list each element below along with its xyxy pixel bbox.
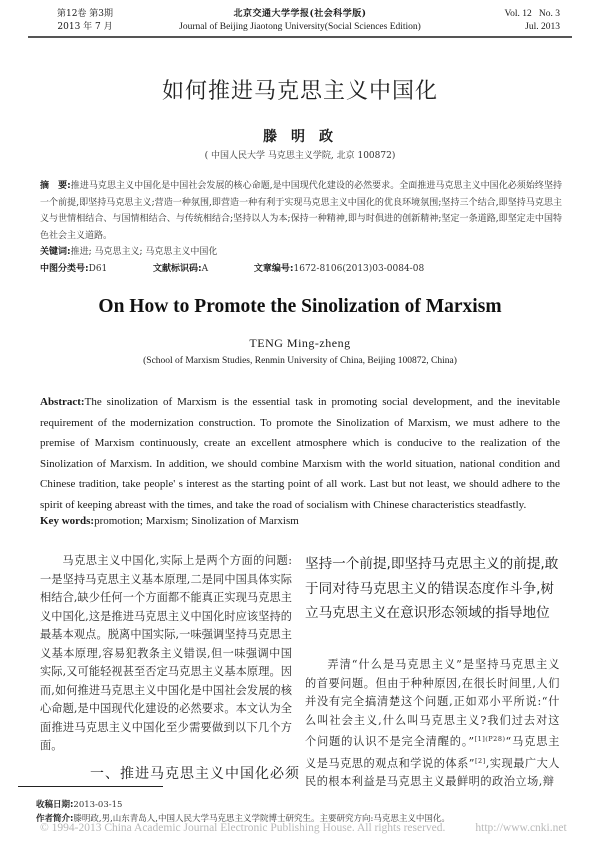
article-no-label: 文章编号: [253, 263, 294, 274]
article-no-value: 1672-8106(2013)03-0084-08 [293, 263, 425, 274]
abstract-cn-text: 推进马克思主义中国化是中国社会发展的核心命题,是中国现代化建设的必然要求。全面推进马克思主义中国化必须始终坚持一个前提,即坚持马克思主义;营造一种氛围,即营造一种有利于实现马克思主义中国化的优良环境氛围;坚持三个结合,即坚持马克思主义与世情相结合、与国情相结合、与传统相结合;坚持以人为本;保持一种精神,即与时俱进的创新精神;坚定一条道路,即坚定走中国特色社会主义道路。 [40, 181, 562, 241]
volume-issue-en: Vol. 12 No. 3 [504, 9, 560, 19]
copyright-text: © 1994-2013 China Academic Journal Electronic Publishing House. All rights reserved. [40, 822, 446, 834]
clc-value: D61 [88, 263, 108, 274]
subsection-heading: 坚持一个前提,即坚持马克思主义的前提,敢于同对待马克思主义的错误态度作斗争,树立马克思主义在意识形态领域的指导地位 [305, 556, 559, 621]
affiliation-cn: ( 中国人民大学 马克思主义学院, 北京 100872) [204, 151, 396, 161]
section-heading-1: 一、推进马克思主义中国化必须 [90, 766, 300, 782]
abstract-cn-label: 摘 要: [40, 181, 71, 191]
keywords-en-text: promotion; Marxism; Sinolization of Marxism [94, 515, 299, 527]
journal-name-cn: 北京交通大学学报(社会科学版) [233, 9, 367, 19]
paragraph-text: 弄清“什么是马克思主义”是坚持马克思主义的首要问题。但由于种种原因,在很长时间里,人们并没有完全搞清楚这个问题,正如邓小平所说:“什么叫社会主义,什么叫马克思主义?我们过去对这个问题的认识不是完全清醒的。” [305, 658, 560, 748]
footnote-divider [18, 786, 163, 787]
abstract-en [40, 392, 560, 515]
clc-label: 中图分类号: [40, 263, 89, 274]
abstract-en-text: The sinolization of Marxism is the essential task in promoting social development, and the inevitable requirement of the modernization construction. To promote the Sinolization of Marxism, we must adhere to the premise of Marxism continuously, create an excellent atmosphere which is conducive to the realization of the Sinolization of Marxism. In addition, we should combine Marxism with the world situation, national condition and Chinese tradition, take people' s interest as the starting point of all work. Last but not least, we should adhere to the spirit of keeping abreast with the times, and take the road of socialism with Chinese characteristics steadfastly. [40, 396, 560, 511]
keywords-cn-label: 关键词: [40, 247, 71, 257]
received-label: 收稿日期: [36, 800, 74, 810]
body-right-column [305, 656, 560, 792]
classification-line [40, 261, 562, 278]
citation-ref-2: [2] [475, 756, 486, 765]
article-title-en: On How to Promote the Sinolization of Marxism [98, 296, 502, 317]
author-name-en: TENG Ming-zheng [249, 336, 351, 350]
keywords-cn-text: 推进; 马克思主义; 马克思主义中国化 [70, 247, 218, 257]
date-cn: 2013 年 7 月 [57, 22, 113, 32]
body-left-column [40, 552, 292, 756]
keywords-en-label: Key words: [40, 515, 95, 527]
copyright-watermark [40, 822, 580, 834]
date-en: Jul. 2013 [525, 22, 560, 32]
doc-code-value: A [201, 263, 209, 274]
keywords-cn [40, 244, 562, 261]
author-name-cn: 滕明政 [263, 129, 347, 145]
citation-ref-1: [1](P28) [474, 735, 506, 743]
abstract-cn [40, 178, 562, 277]
issue-info-cn [40, 8, 130, 34]
affiliation-en: (School of Marxism Studies, Renmin University of China, Beijing 100872, China) [143, 356, 457, 366]
volume-issue-cn: 第12卷 第3期 [56, 9, 114, 19]
journal-name [130, 8, 470, 34]
received-date [36, 798, 122, 810]
issue-info-en [480, 8, 560, 34]
doc-code-label: 文献标识码: [153, 263, 202, 274]
bio-value: 滕明政,男,山东青岛人,中国人民大学马克思主义学院博士研究生。主要研究方向:马克思主义中国化。 [73, 814, 450, 824]
intro-paragraph: 马克思主义中国化,实际上是两个方面的问题:一是坚持马克思主义基本原理,二是同中国具体实际相结合,缺少任何一个方面都不能真正实现马克思主义中国化,这是推进马克思主义中国化时应该坚持的最基本观点。脱离中国实际,一味强调坚持马克思主义基本原理,容易犯教条主义错误,但一味强调中国实际,又可能轻视甚至否定马克思主义基本原理。因而,如何推进马克思主义中国化是中国社会发展的核心命题,是中国现代化建设的必然要求。本文认为全面推进马克思主义中国化至少需要做到以下几个方面。 [40, 554, 292, 752]
bio-label: 作者简介: [36, 814, 74, 824]
right-paragraph [305, 656, 560, 792]
received-value: 2013-03-15 [73, 800, 123, 810]
keywords-en [40, 515, 560, 527]
header-divider [28, 36, 572, 38]
journal-name-en: Journal of Beijing Jiaotong University(Social Sciences Edition) [179, 22, 421, 32]
paragraph-text: “马克思主义是马克思的观点和学说的体系” [305, 735, 560, 770]
abstract-en-label: Abstract: [40, 396, 85, 408]
cnki-url[interactable]: http://www.cnki.net [475, 822, 567, 834]
article-title-cn: 如何推进马克思主义中国化 [161, 79, 438, 104]
paragraph-text: ,实现最广大人民的根本利益是马克思主义最鲜明的政治立场,辩 [305, 756, 560, 788]
